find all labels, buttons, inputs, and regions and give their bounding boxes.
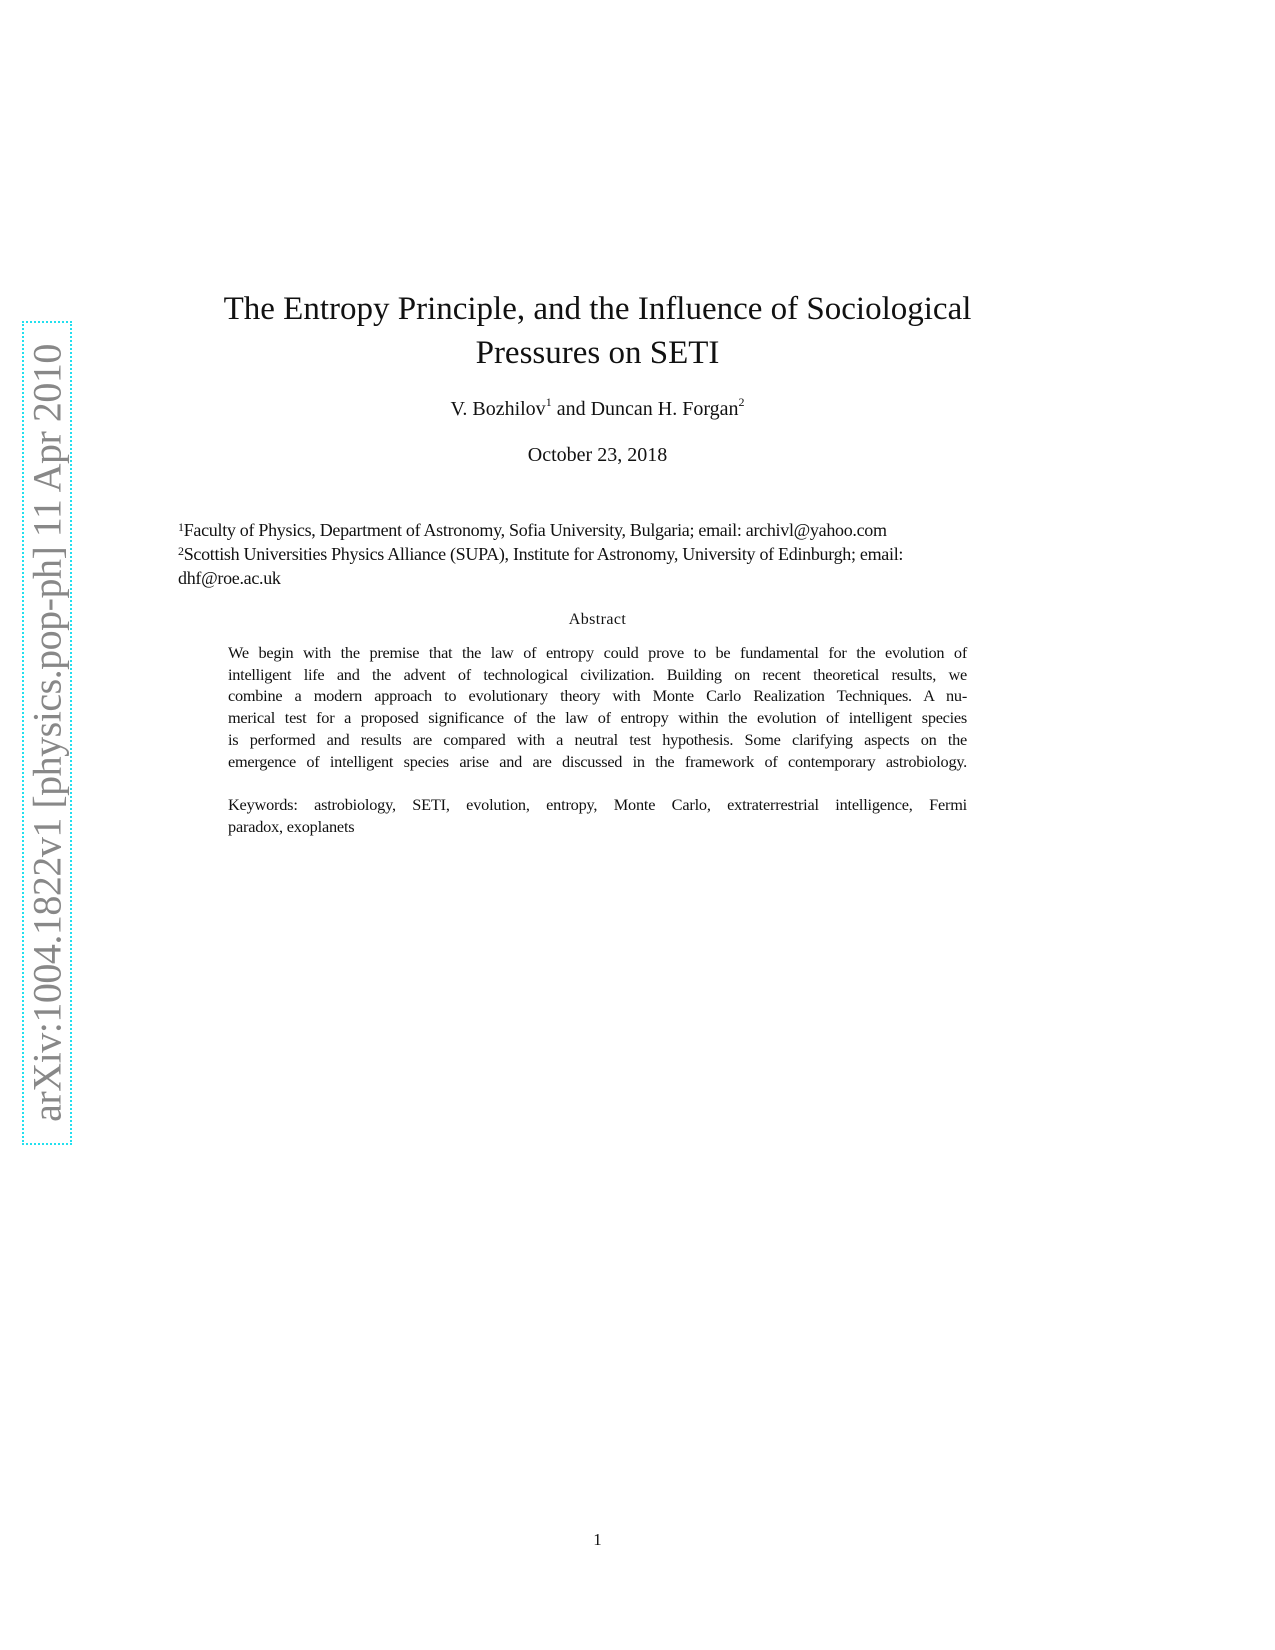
keywords xyxy=(228,794,967,838)
abstract-line: We begin with the premise that the law of entropy could prove to be fundamental for the evolution of xyxy=(228,643,967,662)
abstract-line: intelligent life and the advent of technological civilization. Building on recent theoretical results, we xyxy=(228,664,967,684)
author-2-affil: 2 xyxy=(738,395,745,409)
affiliations xyxy=(178,518,1038,590)
abstract-line: emergence of intelligent species arise and are discussed in the framework of contemporary astrobiology. xyxy=(228,751,967,771)
author-2: and Duncan H. Forgan xyxy=(551,398,739,420)
arxiv-stamp-text: arXiv:1004.1822v1 [physics.pop-ph] 11 Apr 2010 xyxy=(24,344,70,1122)
paper-title xyxy=(0,287,1195,375)
abstract-line: combine a modern approach to evolutionary theory with Monte Carlo Realization Techniques. A nu- xyxy=(228,686,967,706)
affiliation-2-email: dhf@roe.ac.uk xyxy=(178,568,281,588)
affiliation-2 xyxy=(178,542,1038,566)
affiliation-2-text: Scottish Universities Physics Alliance (SUPA), Institute for Astronomy, University of Edinburgh; email: xyxy=(183,544,904,564)
paper-date: October 23, 2018 xyxy=(527,444,668,466)
authors xyxy=(0,395,1195,421)
title-line-1: The Entropy Principle, and the Influence of Sociological xyxy=(223,291,972,327)
page-number: 1 xyxy=(593,1530,602,1549)
title-line-2: Pressures on SETI xyxy=(475,335,720,371)
abstract-body xyxy=(228,642,967,772)
affiliation-1 xyxy=(178,518,1038,542)
affiliation-1-marker: 1 xyxy=(178,520,184,534)
abstract-line: is performed and results are compared with a neutral test hypothesis. Some clarifying aspects on the xyxy=(228,729,967,749)
author-1: V. Bozhilov xyxy=(450,398,546,420)
abstract-line: merical test for a proposed significance of the law of entropy within the evolution of intelligent species xyxy=(228,708,967,728)
keywords-line: Keywords: astrobiology, SETI, evolution, entropy, Monte Carlo, extraterrestrial intelligence, Fermi xyxy=(228,795,967,814)
abstract-heading: Abstract xyxy=(568,611,627,628)
affiliation-2-marker: 2 xyxy=(178,544,184,558)
author-1-affil: 1 xyxy=(545,395,552,409)
affiliation-1-text: Faculty of Physics, Department of Astronomy, Sofia University, Bulgaria; email: archivl@yahoo.com xyxy=(183,520,887,540)
keywords-line: paradox, exoplanets xyxy=(228,817,355,836)
